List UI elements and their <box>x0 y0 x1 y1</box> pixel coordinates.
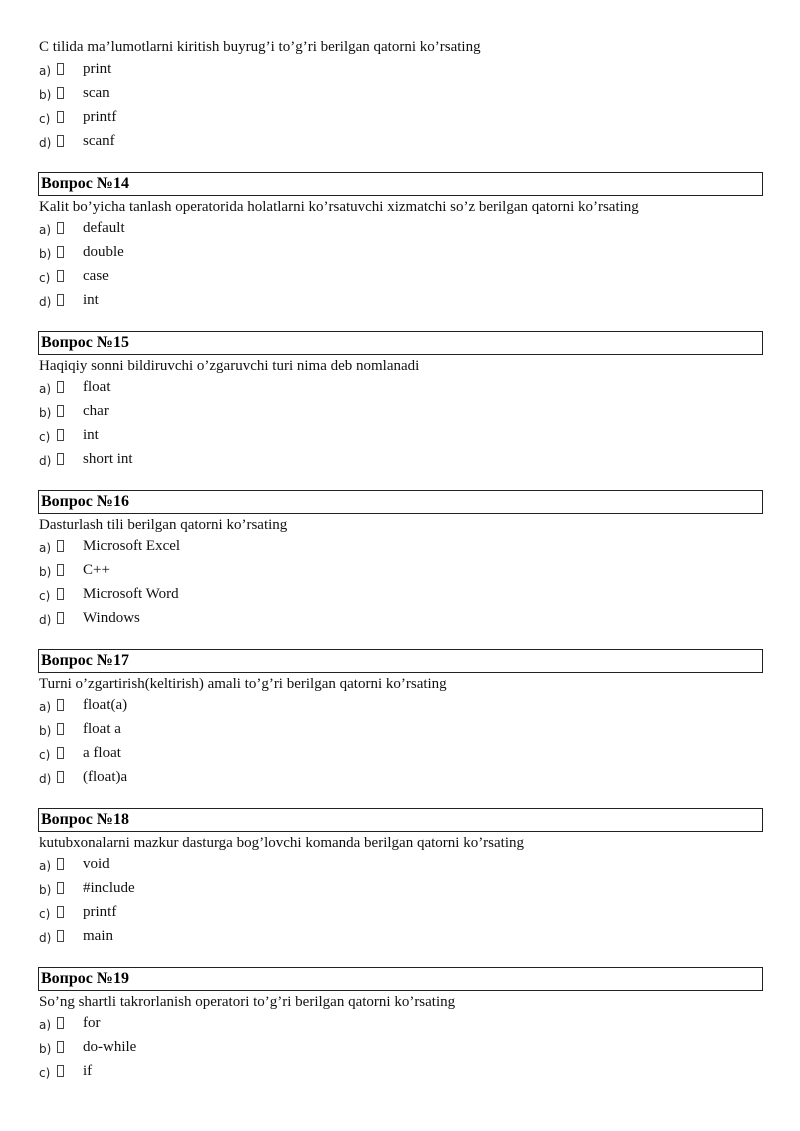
checkbox-icon <box>57 858 64 870</box>
option-text: short int <box>83 451 133 467</box>
option-text: do-while <box>83 1039 137 1055</box>
option-c[interactable] <box>39 425 439 449</box>
option-c[interactable] <box>39 266 439 290</box>
option-letter: c) <box>39 1066 51 1080</box>
option-text: default <box>83 220 125 236</box>
option-text: double <box>83 244 124 260</box>
option-text: float(a) <box>83 697 128 713</box>
question-text: Dasturlash tili berilgan qatorni ko’rsating <box>39 517 288 533</box>
option-letter: c) <box>39 589 51 603</box>
option-c[interactable] <box>39 1061 439 1085</box>
checkbox-icon <box>57 564 64 576</box>
question-header: Вопрос №16 <box>38 490 763 514</box>
checkbox-icon <box>57 588 64 600</box>
option-letter: b) <box>39 565 52 579</box>
question-text: Kalit bo’yicha tanlash operatorida holatlarni ko’rsatuvchi xizmatchi so’z berilgan qatorni ko’rsating <box>39 199 639 215</box>
question-header: Вопрос №19 <box>38 967 763 991</box>
option-text: case <box>83 268 109 284</box>
option-c[interactable] <box>39 107 439 131</box>
option-letter: a) <box>39 64 52 78</box>
question-text: kutubxonalarni mazkur dasturga bog’lovchi komanda berilgan qatorni ko’rsating <box>39 835 525 851</box>
checkbox-icon <box>57 453 64 465</box>
checkbox-icon <box>57 63 64 75</box>
option-letter: d) <box>39 613 52 627</box>
option-d[interactable] <box>39 131 439 155</box>
option-letter: a) <box>39 541 52 555</box>
checkbox-icon <box>57 381 64 393</box>
checkbox-icon <box>57 135 64 147</box>
option-text: if <box>83 1063 93 1079</box>
option-text: main <box>83 928 113 944</box>
option-letter: b) <box>39 247 52 261</box>
checkbox-icon <box>57 111 64 123</box>
option-text: Microsoft Word <box>83 586 179 602</box>
option-text: scan <box>83 85 110 101</box>
option-a[interactable] <box>39 536 439 560</box>
checkbox-icon <box>57 1017 64 1029</box>
option-text: a float <box>83 745 121 761</box>
checkbox-icon <box>57 1041 64 1053</box>
option-letter: c) <box>39 271 51 285</box>
option-text: print <box>83 61 112 77</box>
option-text: float <box>83 379 111 395</box>
option-b[interactable] <box>39 878 439 902</box>
checkbox-icon <box>57 882 64 894</box>
option-text: (float)a <box>83 769 128 785</box>
question-text: So’ng shartli takrorlanish operatori to’g’ri berilgan qatorni ko’rsating <box>39 994 456 1010</box>
option-text: void <box>83 856 110 872</box>
checkbox-icon <box>57 723 64 735</box>
option-letter: c) <box>39 430 51 444</box>
option-letter: a) <box>39 859 52 873</box>
option-text: #include <box>83 880 135 896</box>
question-header: Вопрос №18 <box>38 808 763 832</box>
option-c[interactable] <box>39 743 439 767</box>
option-a[interactable] <box>39 377 439 401</box>
option-text: int <box>83 427 99 443</box>
question-text: Turni o’zgartirish(keltirish) amali to’g’ri berilgan qatorni ko’rsating <box>39 676 447 692</box>
option-a[interactable] <box>39 1013 439 1037</box>
option-b[interactable] <box>39 83 439 107</box>
option-text: scanf <box>83 133 115 149</box>
checkbox-icon <box>57 747 64 759</box>
option-letter: d) <box>39 295 52 309</box>
option-letter: a) <box>39 382 52 396</box>
option-b[interactable] <box>39 401 439 425</box>
option-letter: d) <box>39 454 52 468</box>
option-letter: b) <box>39 406 52 420</box>
checkbox-icon <box>57 771 64 783</box>
option-letter: c) <box>39 907 51 921</box>
option-letter: c) <box>39 748 51 762</box>
option-text: int <box>83 292 99 308</box>
checkbox-icon <box>57 222 64 234</box>
option-b[interactable] <box>39 242 439 266</box>
checkbox-icon <box>57 906 64 918</box>
question-header: Вопрос №17 <box>38 649 763 673</box>
option-text: float a <box>83 721 121 737</box>
option-text: for <box>83 1015 101 1031</box>
option-letter: b) <box>39 88 52 102</box>
option-letter: b) <box>39 1042 52 1056</box>
option-letter: d) <box>39 136 52 150</box>
option-a[interactable] <box>39 59 439 83</box>
option-a[interactable] <box>39 695 439 719</box>
checkbox-icon <box>57 1065 64 1077</box>
checkbox-icon <box>57 699 64 711</box>
option-text: Windows <box>83 610 140 626</box>
option-text: printf <box>83 904 117 920</box>
option-b[interactable] <box>39 719 439 743</box>
option-text: Microsoft Excel <box>83 538 181 554</box>
option-letter: d) <box>39 772 52 786</box>
option-d[interactable] <box>39 608 439 632</box>
question-header: Вопрос №14 <box>38 172 763 196</box>
checkbox-icon <box>57 87 64 99</box>
checkbox-icon <box>57 930 64 942</box>
checkbox-icon <box>57 612 64 624</box>
option-a[interactable] <box>39 854 439 878</box>
option-c[interactable] <box>39 902 439 926</box>
checkbox-icon <box>57 429 64 441</box>
question-text: C tilida ma’lumotlarni kiritish buyrug’i to’g’ri berilgan qatorni ko’rsating <box>39 39 481 55</box>
option-a[interactable] <box>39 218 439 242</box>
option-letter: a) <box>39 700 52 714</box>
option-text: char <box>83 403 109 419</box>
question-header: Вопрос №15 <box>38 331 763 355</box>
option-c[interactable] <box>39 584 439 608</box>
option-d[interactable] <box>39 767 439 791</box>
checkbox-icon <box>57 405 64 417</box>
option-letter: a) <box>39 1018 52 1032</box>
option-d[interactable] <box>39 290 439 314</box>
checkbox-icon <box>57 270 64 282</box>
option-letter: b) <box>39 883 52 897</box>
checkbox-icon <box>57 540 64 552</box>
checkbox-icon <box>57 294 64 306</box>
option-d[interactable] <box>39 926 439 950</box>
option-d[interactable] <box>39 449 439 473</box>
option-letter: c) <box>39 112 51 126</box>
option-text: printf <box>83 109 117 125</box>
question-text: Haqiqiy sonni bildiruvchi o’zgaruvchi turi nima deb nomlanadi <box>39 358 420 374</box>
option-letter: b) <box>39 724 52 738</box>
option-b[interactable] <box>39 560 439 584</box>
option-text: C++ <box>83 562 110 578</box>
option-b[interactable] <box>39 1037 439 1061</box>
option-letter: d) <box>39 931 52 945</box>
option-letter: a) <box>39 223 52 237</box>
checkbox-icon <box>57 246 64 258</box>
